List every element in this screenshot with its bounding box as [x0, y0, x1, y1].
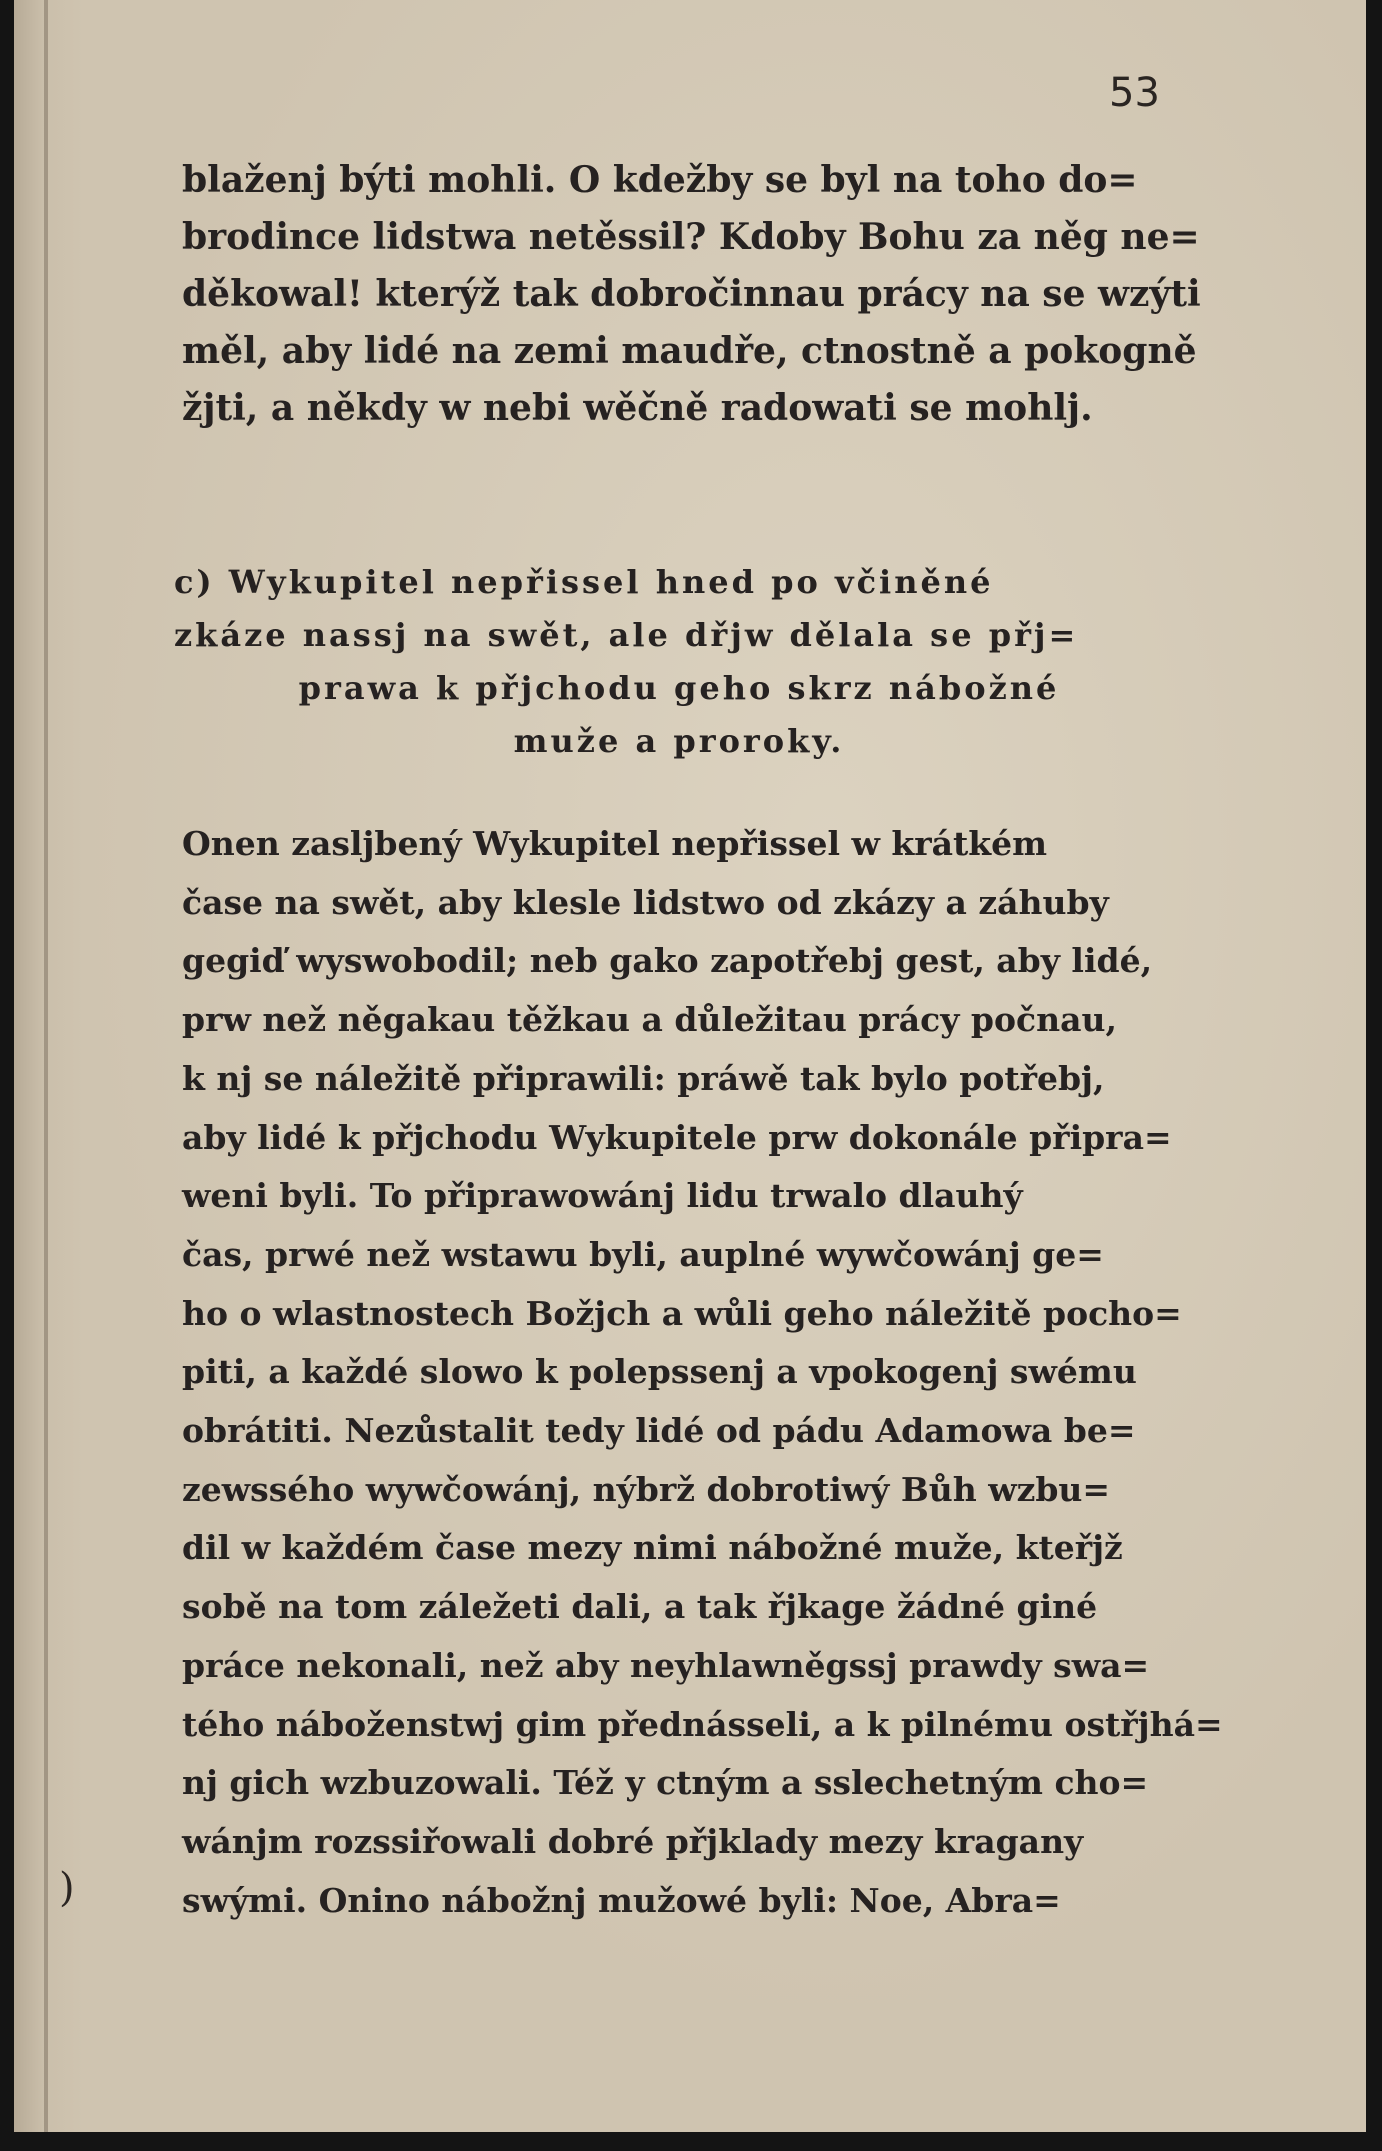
text-line: čas, prwé než wstawu byli, auplné wywčowánj ge= [182, 1234, 1104, 1274]
heading-line: prawa k přjchodu geho skrz nábožné [298, 669, 1060, 707]
section-heading [174, 556, 1184, 768]
book-page [14, 0, 1366, 2132]
text-line: zewssého wywčowánj, nýbrž dobrotiwý Bůh wzbu= [182, 1469, 1111, 1509]
text-line: měl, aby lidé na zemi maudře, ctnostně a pokogně [182, 330, 1197, 372]
text-line: blaženj býti mohli. O kdežby se byl na toho do= [182, 159, 1138, 201]
text-line: dil w každém čase mezy nimi nábožné muže, kteřjž [182, 1528, 1123, 1568]
text-line: ho o wlastnostech Božjch a wůli geho náležitě pocho= [182, 1293, 1182, 1333]
text-line: prw než něgakau těžkau a důležitau prácy počnau, [182, 1000, 1117, 1040]
margin-mark: ) [59, 1865, 75, 1911]
text-line: obrátiti. Nezůstalit tedy lidé od pádu Adamowa be= [182, 1411, 1136, 1451]
text-line: čase na swět, aby klesle lidstwo od zkázy a záhuby [182, 882, 1109, 922]
text-line: nj gich wzbuzowali. Též y ctným a sslechetným cho= [182, 1763, 1149, 1803]
text-line: práce nekonali, než aby neyhlawněgssj prawdy swa= [182, 1645, 1150, 1685]
text-line: tého náboženstwj gim přednásseli, a k pilnému ostřjhá= [182, 1704, 1223, 1744]
text-line: sobě na tom záležeti dali, a tak řjkage žádné giné [182, 1587, 1098, 1627]
heading-line: c) Wykupitel nepřissel hned po včiněné [174, 563, 994, 601]
text-line: swými. Onino nábožnj mužowé byli: Noe, Abra= [182, 1880, 1061, 1920]
text-line: wánjm rozssiřowali dobré přjklady mezy kragany [182, 1821, 1084, 1861]
text-line: aby lidé k přjchodu Wykupitele prw dokonále připra= [182, 1117, 1172, 1157]
heading-line: muže a proroky. [513, 722, 845, 760]
page-number: 53 [1109, 70, 1160, 116]
paragraph-one [182, 152, 1201, 437]
paragraph-two [182, 815, 1223, 1930]
text-line: gegiď wyswobodil; neb gako zapotřebj gest, aby lidé, [182, 941, 1153, 981]
text-line: weni byli. To připrawowánj lidu trwalo dlauhý [182, 1176, 1023, 1216]
heading-line: zkáze nassj na swět, ale dřjw dělala se přj= [174, 616, 1079, 654]
text-line: brodince lidstwa netěssil? Kdoby Bohu za něg ne= [182, 216, 1200, 258]
binding-gutter [44, 0, 48, 2132]
text-line: Onen zasljbený Wykupitel nepřissel w krátkém [182, 824, 1048, 863]
text-line: děkowal! kterýž tak dobročinnau prácy na se wzýti [182, 273, 1201, 315]
text-line: piti, a každé slowo k polepssenj a vpokogenj swému [182, 1352, 1137, 1392]
text-line: k nj se náležitě připrawili: práwě tak bylo potřebj, [182, 1058, 1105, 1098]
text-line: žjti, a někdy w nebi wěčně radowati se mohlj. [182, 387, 1093, 429]
